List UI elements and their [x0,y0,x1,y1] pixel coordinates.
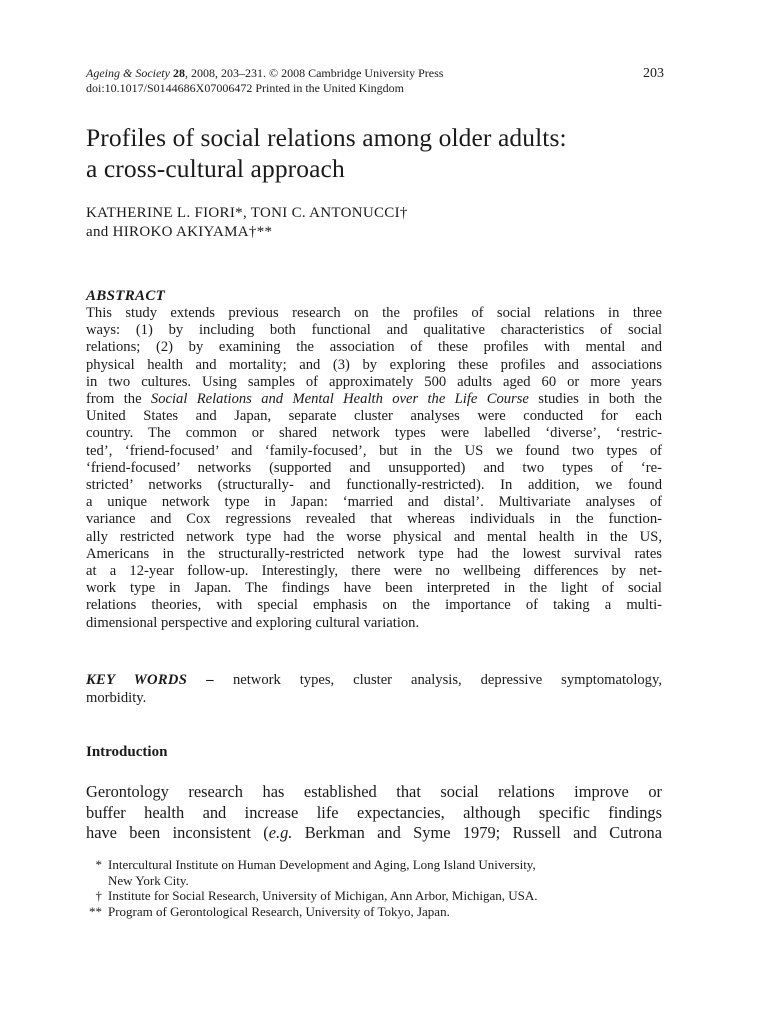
abstract-line: relations theories, with special emphasis on the importance of taking a multi- [86,597,662,614]
citation-rest: , 2008, 203–231. © 2008 Cambridge University Press [184,66,444,80]
journal-name: Ageing & Society [86,66,170,80]
intro-line-start: have been inconsistent ( [86,823,269,842]
footnote-text: Program of Gerontological Research, University of Tokyo, Japan. [108,903,450,919]
abstract-line: variance and Cox regressions revealed that whereas individuals in the function- [86,511,662,528]
footnote-mark: * [95,857,102,872]
abstract-line: country. The common or shared network types were labelled ‘diverse’, ‘restric- [86,425,662,442]
footnote [86,857,664,888]
abstract-line: United States and Japan, separate cluster analyses were conducted for each [86,408,662,425]
study-title: Social Relations and Mental Health over the Life Course [150,391,529,408]
intro-line: Gerontology research has established that social relations improve or [86,782,662,801]
author-line: and HIROKO AKIYAMA†** [86,224,273,240]
intro-line [86,823,662,844]
keywords-line [86,671,662,689]
abstract-line: stricted’ networks (structurally- and functionally-restricted). In addition, we found [86,477,662,494]
abstract-line: in two cultures. Using samples of approximately 500 adults aged 60 or more years [86,373,662,390]
abstract-line: relations; (2) by examining the association of these profiles with mental and [86,339,662,356]
abstract-line: Americans in the structurally-restricted network type had the lowest survival rates [86,545,662,562]
abstract-line: physical health and mortality; and (3) by exploring these profiles and associations [86,356,662,373]
abstract-line: dimensional perspective and exploring cultural variation. [86,614,420,631]
footnote [86,904,664,920]
keywords-label: KEY WORDS – [86,672,214,688]
volume-number: 28 [172,66,185,80]
intro-line-end: Berkman and Syme 1979; Russell and Cutrona [292,823,662,842]
abstract-line: at a 12-year follow-up. Interestingly, there were no wellbeing differences by net- [86,563,662,580]
page-number: 203 [643,66,664,81]
doi-line: doi:10.1017/S0144686X07006472 Printed in the United Kingdom [86,81,404,95]
intro-eg: e.g. [268,823,293,842]
abstract-line: This study extends previous research on the profiles of social relations in three [86,305,662,321]
article-title [86,122,664,184]
abstract-line [86,391,662,408]
footnotes [86,857,664,919]
abstract-line: ways: (1) by including both functional and qualitative characteristics of social [86,322,662,339]
author-list [86,204,664,242]
abstract-line-start: from the [86,391,151,408]
abstract-line: ally restricted network type had the worse physical and mental health in the US, [86,528,662,545]
abstract-line-end: studies in both the [538,391,662,408]
citation-line [86,66,664,81]
abstract-line: ‘friend-focused’ networks (supported and unsupported) and two types of ‘re- [86,459,662,476]
running-head [86,66,664,96]
section-heading-introduction: Introduction [86,744,168,760]
footnote-text: Institute for Social Research, University of Michigan, Ann Arbor, Michigan, USA. [108,888,538,903]
abstract-heading: ABSTRACT [86,288,166,304]
abstract-body [86,305,662,632]
author-line: KATHERINE L. FIORI*, TONI C. ANTONUCCI† [86,205,408,221]
footnote-mark: ** [89,903,102,919]
footnote-text: New York City. [108,872,189,888]
abstract-line: ted’, ‘friend-focused’ and ‘family-focused’, but in the US we found two types of [86,442,662,459]
footnote [86,888,664,904]
abstract-line: work type in Japan. The findings have been interpreted in the light of social [86,580,662,597]
abstract-line: a unique network type in Japan: ‘married and distal’. Multivariate analyses of [86,494,662,511]
intro-line: buffer health and increase life expectancies, although specific findings [86,802,662,822]
title-line: Profiles of social relations among older adults: [86,123,567,152]
keywords [86,671,662,707]
keywords-line: morbidity. [86,690,147,706]
title-line: a cross-cultural approach [86,154,345,183]
introduction-body [86,782,662,844]
keywords-list: network types, cluster analysis, depressive symptomatology, [214,672,662,688]
footnote-mark: † [95,888,102,903]
footnote-text: Intercultural Institute on Human Development and Aging, Long Island University, [108,857,536,872]
